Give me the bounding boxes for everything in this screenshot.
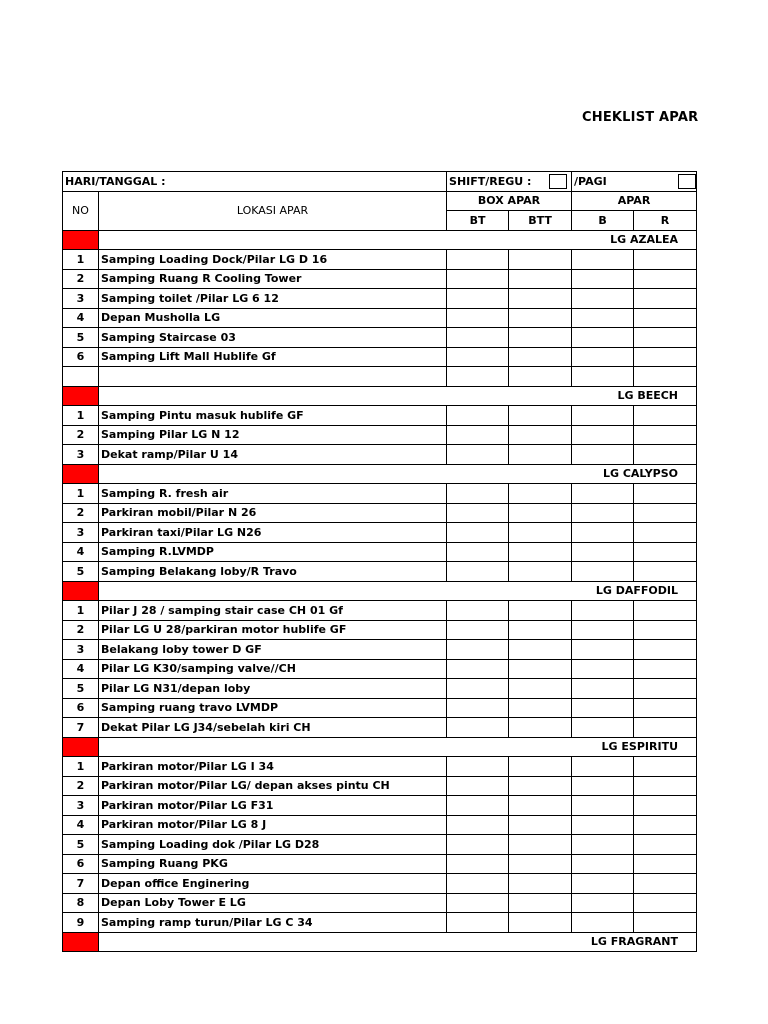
row-number: 5 [63, 328, 99, 348]
check-cell-bt[interactable] [447, 542, 509, 562]
check-cell-bt[interactable] [447, 679, 509, 699]
table-row [63, 913, 697, 933]
location-cell: Samping R.LVMDP [99, 542, 447, 562]
check-cell-r[interactable] [634, 367, 697, 387]
r-header: R [634, 211, 697, 231]
location-cell: Dekat Pilar LG J34/sebelah kiri CH [99, 718, 447, 738]
section-marker [63, 230, 99, 250]
check-cell-r[interactable] [634, 562, 697, 582]
check-cell-btt[interactable] [509, 308, 572, 328]
row-number: 4 [63, 659, 99, 679]
section-marker [63, 386, 99, 406]
check-cell-b[interactable] [572, 328, 634, 348]
check-cell-bt[interactable] [447, 562, 509, 582]
location-cell: Samping Loading dok /Pilar LG D28 [99, 835, 447, 855]
section-name: LG DAFFODIL [99, 581, 697, 601]
table-row [63, 523, 697, 543]
table-row [63, 893, 697, 913]
location-cell: Pilar J 28 / samping stair case CH 01 Gf [99, 601, 447, 621]
row-number: 1 [63, 406, 99, 426]
check-cell-bt[interactable] [447, 659, 509, 679]
check-cell-btt[interactable] [509, 406, 572, 426]
location-cell: Pilar LG N31/depan loby [99, 679, 447, 699]
check-cell-bt[interactable] [447, 347, 509, 367]
check-cell-r[interactable] [634, 328, 697, 348]
check-cell-r[interactable] [634, 893, 697, 913]
row-number: 5 [63, 562, 99, 582]
location-cell [99, 367, 447, 387]
check-cell-btt[interactable] [509, 796, 572, 816]
check-cell-b[interactable] [572, 289, 634, 309]
section-row [63, 737, 697, 757]
location-cell: Parkiran motor/Pilar LG 8 J [99, 815, 447, 835]
check-cell-btt[interactable] [509, 542, 572, 562]
section-marker [63, 737, 99, 757]
check-cell-r[interactable] [634, 601, 697, 621]
check-cell-bt[interactable] [447, 289, 509, 309]
check-cell-r[interactable] [634, 308, 697, 328]
check-cell-btt[interactable] [509, 601, 572, 621]
check-cell-r[interactable] [634, 406, 697, 426]
check-cell-bt[interactable] [447, 796, 509, 816]
row-number: 6 [63, 347, 99, 367]
check-cell-bt[interactable] [447, 503, 509, 523]
location-cell: Samping Ruang R Cooling Tower [99, 269, 447, 289]
location-cell: Samping toilet /Pilar LG 6 12 [99, 289, 447, 309]
check-cell-bt[interactable] [447, 874, 509, 894]
section-marker [63, 932, 99, 952]
check-cell-b[interactable] [572, 757, 634, 777]
table-row [63, 406, 697, 426]
location-cell: Parkiran mobil/Pilar N 26 [99, 503, 447, 523]
check-cell-bt[interactable] [447, 425, 509, 445]
table-row [63, 718, 697, 738]
table-row [63, 640, 697, 660]
check-cell-b[interactable] [572, 542, 634, 562]
check-cell-r[interactable] [634, 484, 697, 504]
check-cell-r[interactable] [634, 347, 697, 367]
row-number: 2 [63, 776, 99, 796]
row-number: 1 [63, 484, 99, 504]
check-cell-btt[interactable] [509, 347, 572, 367]
table-row [63, 620, 697, 640]
check-cell-bt[interactable] [447, 854, 509, 874]
location-cell: Parkiran motor/Pilar LG I 34 [99, 757, 447, 777]
check-cell-r[interactable] [634, 269, 697, 289]
location-cell: Dekat ramp/Pilar U 14 [99, 445, 447, 465]
check-cell-bt[interactable] [447, 893, 509, 913]
check-cell-r[interactable] [634, 698, 697, 718]
table-row [63, 601, 697, 621]
check-cell-btt[interactable] [509, 562, 572, 582]
check-cell-b[interactable] [572, 640, 634, 660]
location-cell: Pilar LG K30/samping valve//CH [99, 659, 447, 679]
location-cell: Samping Loading Dock/Pilar LG D 16 [99, 250, 447, 270]
check-cell-r[interactable] [634, 874, 697, 894]
check-cell-b[interactable] [572, 893, 634, 913]
row-number: 3 [63, 796, 99, 816]
check-cell-r[interactable] [634, 289, 697, 309]
check-cell-b[interactable] [572, 445, 634, 465]
check-cell-btt[interactable] [509, 640, 572, 660]
location-cell: Parkiran motor/Pilar LG/ depan akses pintu CH [99, 776, 447, 796]
check-cell-btt[interactable] [509, 425, 572, 445]
check-cell-r[interactable] [634, 913, 697, 933]
shift-field[interactable] [447, 172, 572, 192]
check-cell-b[interactable] [572, 269, 634, 289]
location-cell: Depan Musholla LG [99, 308, 447, 328]
check-cell-b[interactable] [572, 425, 634, 445]
check-cell-b[interactable] [572, 406, 634, 426]
row-number: 1 [63, 601, 99, 621]
table-row [63, 445, 697, 465]
check-cell-b[interactable] [572, 815, 634, 835]
date-label: HARI/TANGGAL : [65, 174, 166, 188]
table-row [63, 308, 697, 328]
check-cell-r[interactable] [634, 718, 697, 738]
section-name: LG FRAGRANT [99, 932, 697, 952]
check-cell-b[interactable] [572, 503, 634, 523]
pagi-field[interactable] [572, 172, 697, 192]
row-number: 9 [63, 913, 99, 933]
row-number: 3 [63, 640, 99, 660]
table-row [63, 425, 697, 445]
check-cell-b[interactable] [572, 308, 634, 328]
location-cell: Samping Lift Mall Hublife Gf [99, 347, 447, 367]
location-cell: Samping Staircase 03 [99, 328, 447, 348]
b-header: B [572, 211, 634, 231]
check-cell-bt[interactable] [447, 601, 509, 621]
check-cell-b[interactable] [572, 484, 634, 504]
location-cell: Samping ramp turun/Pilar LG C 34 [99, 913, 447, 933]
location-cell: Samping ruang travo LVMDP [99, 698, 447, 718]
check-cell-b[interactable] [572, 835, 634, 855]
table-row [63, 854, 697, 874]
check-cell-b[interactable] [572, 796, 634, 816]
check-cell-r[interactable] [634, 796, 697, 816]
location-cell: Pilar LG U 28/parkiran motor hublife GF [99, 620, 447, 640]
check-cell-btt[interactable] [509, 757, 572, 777]
row-number: 7 [63, 874, 99, 894]
check-cell-bt[interactable] [447, 367, 509, 387]
check-cell-btt[interactable] [509, 815, 572, 835]
check-cell-btt[interactable] [509, 854, 572, 874]
header-row-date [63, 172, 697, 192]
row-number: 3 [63, 523, 99, 543]
check-cell-r[interactable] [634, 757, 697, 777]
location-cell: Depan Loby Tower E LG [99, 893, 447, 913]
location-cell: Samping R. fresh air [99, 484, 447, 504]
check-cell-btt[interactable] [509, 698, 572, 718]
check-cell-bt[interactable] [447, 406, 509, 426]
row-number: 1 [63, 757, 99, 777]
check-cell-b[interactable] [572, 347, 634, 367]
row-number: 1 [63, 250, 99, 270]
bt-header: BT [447, 211, 509, 231]
check-cell-bt[interactable] [447, 698, 509, 718]
check-cell-btt[interactable] [509, 893, 572, 913]
check-cell-btt[interactable] [509, 367, 572, 387]
section-name: LG AZALEA [99, 230, 697, 250]
table-row [63, 484, 697, 504]
table-row [63, 503, 697, 523]
table-row [63, 776, 697, 796]
check-cell-b[interactable] [572, 562, 634, 582]
section-row [63, 230, 697, 250]
section-row [63, 581, 697, 601]
section-name: LG CALYPSO [99, 464, 697, 484]
check-cell-bt[interactable] [447, 757, 509, 777]
check-cell-btt[interactable] [509, 835, 572, 855]
row-number: 2 [63, 620, 99, 640]
check-cell-btt[interactable] [509, 913, 572, 933]
check-cell-b[interactable] [572, 367, 634, 387]
page-title: CHEKLIST APAR [582, 110, 699, 125]
check-cell-bt[interactable] [447, 269, 509, 289]
shift-label: SHIFT/REGU : [449, 174, 532, 188]
check-cell-r[interactable] [634, 640, 697, 660]
row-number: 5 [63, 679, 99, 699]
check-cell-bt[interactable] [447, 620, 509, 640]
check-cell-r[interactable] [634, 250, 697, 270]
check-cell-btt[interactable] [509, 289, 572, 309]
check-cell-r[interactable] [634, 523, 697, 543]
date-field[interactable] [63, 172, 447, 192]
section-row [63, 932, 697, 952]
check-cell-b[interactable] [572, 874, 634, 894]
table-row [63, 289, 697, 309]
row-number: 4 [63, 815, 99, 835]
table-row [63, 815, 697, 835]
check-cell-btt[interactable] [509, 679, 572, 699]
check-cell-r[interactable] [634, 503, 697, 523]
check-cell-bt[interactable] [447, 250, 509, 270]
table-row [63, 874, 697, 894]
table-row [63, 562, 697, 582]
section-row [63, 464, 697, 484]
row-number: 2 [63, 503, 99, 523]
row-number: 7 [63, 718, 99, 738]
check-cell-btt[interactable] [509, 776, 572, 796]
row-number: 6 [63, 854, 99, 874]
row-number: 2 [63, 269, 99, 289]
table-row [63, 250, 697, 270]
check-cell-bt[interactable] [447, 776, 509, 796]
check-cell-b[interactable] [572, 601, 634, 621]
box-apar-header: BOX APAR [447, 191, 572, 211]
location-cell: Samping Belakang loby/R Travo [99, 562, 447, 582]
table-row [63, 835, 697, 855]
check-cell-b[interactable] [572, 698, 634, 718]
table-row [63, 698, 697, 718]
section-marker [63, 581, 99, 601]
check-cell-btt[interactable] [509, 620, 572, 640]
row-number: 8 [63, 893, 99, 913]
check-cell-bt[interactable] [447, 523, 509, 543]
check-cell-btt[interactable] [509, 328, 572, 348]
check-cell-r[interactable] [634, 425, 697, 445]
pagi-checkbox[interactable] [678, 174, 696, 189]
section-row [63, 386, 697, 406]
table-row [63, 542, 697, 562]
checklist-table [62, 171, 697, 952]
section-name: LG BEECH [99, 386, 697, 406]
table-row [63, 328, 697, 348]
check-cell-b[interactable] [572, 854, 634, 874]
check-cell-bt[interactable] [447, 328, 509, 348]
row-number [63, 367, 99, 387]
check-cell-btt[interactable] [509, 445, 572, 465]
row-number: 5 [63, 835, 99, 855]
no-header: NO [63, 191, 99, 230]
row-number: 4 [63, 542, 99, 562]
check-cell-r[interactable] [634, 815, 697, 835]
btt-header: BTT [509, 211, 572, 231]
check-cell-bt[interactable] [447, 913, 509, 933]
lokasi-header: LOKASI APAR [99, 191, 447, 230]
check-cell-btt[interactable] [509, 250, 572, 270]
check-cell-b[interactable] [572, 718, 634, 738]
check-cell-r[interactable] [634, 679, 697, 699]
location-cell: Parkiran motor/Pilar LG F31 [99, 796, 447, 816]
check-cell-b[interactable] [572, 250, 634, 270]
row-number: 3 [63, 289, 99, 309]
check-cell-b[interactable] [572, 776, 634, 796]
row-number: 6 [63, 698, 99, 718]
check-cell-bt[interactable] [447, 815, 509, 835]
check-cell-r[interactable] [634, 445, 697, 465]
check-cell-bt[interactable] [447, 718, 509, 738]
table-row [63, 367, 697, 387]
check-cell-btt[interactable] [509, 503, 572, 523]
section-marker [63, 464, 99, 484]
check-cell-r[interactable] [634, 776, 697, 796]
check-cell-btt[interactable] [509, 874, 572, 894]
check-cell-b[interactable] [572, 523, 634, 543]
check-cell-r[interactable] [634, 620, 697, 640]
check-cell-r[interactable] [634, 835, 697, 855]
check-cell-bt[interactable] [447, 835, 509, 855]
check-cell-r[interactable] [634, 542, 697, 562]
header-row-groups [63, 191, 697, 211]
table-row [63, 269, 697, 289]
check-cell-bt[interactable] [447, 308, 509, 328]
location-cell: Samping Pilar LG N 12 [99, 425, 447, 445]
table-row [63, 757, 697, 777]
location-cell: Parkiran taxi/Pilar LG N26 [99, 523, 447, 543]
check-cell-b[interactable] [572, 659, 634, 679]
check-cell-bt[interactable] [447, 484, 509, 504]
check-cell-bt[interactable] [447, 640, 509, 660]
location-cell: Depan office Enginering [99, 874, 447, 894]
check-cell-b[interactable] [572, 913, 634, 933]
check-cell-b[interactable] [572, 679, 634, 699]
check-cell-btt[interactable] [509, 484, 572, 504]
row-number: 3 [63, 445, 99, 465]
location-cell: Samping Ruang PKG [99, 854, 447, 874]
check-cell-btt[interactable] [509, 269, 572, 289]
table-row [63, 347, 697, 367]
pagi-label: /PAGI [574, 174, 607, 188]
check-cell-btt[interactable] [509, 523, 572, 543]
section-name: LG ESPIRITU [99, 737, 697, 757]
table-row [63, 679, 697, 699]
location-cell: Belakang loby tower D GF [99, 640, 447, 660]
row-number: 2 [63, 425, 99, 445]
check-cell-bt[interactable] [447, 445, 509, 465]
check-cell-btt[interactable] [509, 718, 572, 738]
table-row [63, 659, 697, 679]
check-cell-r[interactable] [634, 854, 697, 874]
table-row [63, 796, 697, 816]
check-cell-b[interactable] [572, 620, 634, 640]
check-cell-btt[interactable] [509, 659, 572, 679]
location-cell: Samping Pintu masuk hublife GF [99, 406, 447, 426]
check-cell-r[interactable] [634, 659, 697, 679]
apar-header: APAR [572, 191, 697, 211]
shift-checkbox[interactable] [549, 174, 567, 189]
row-number: 4 [63, 308, 99, 328]
